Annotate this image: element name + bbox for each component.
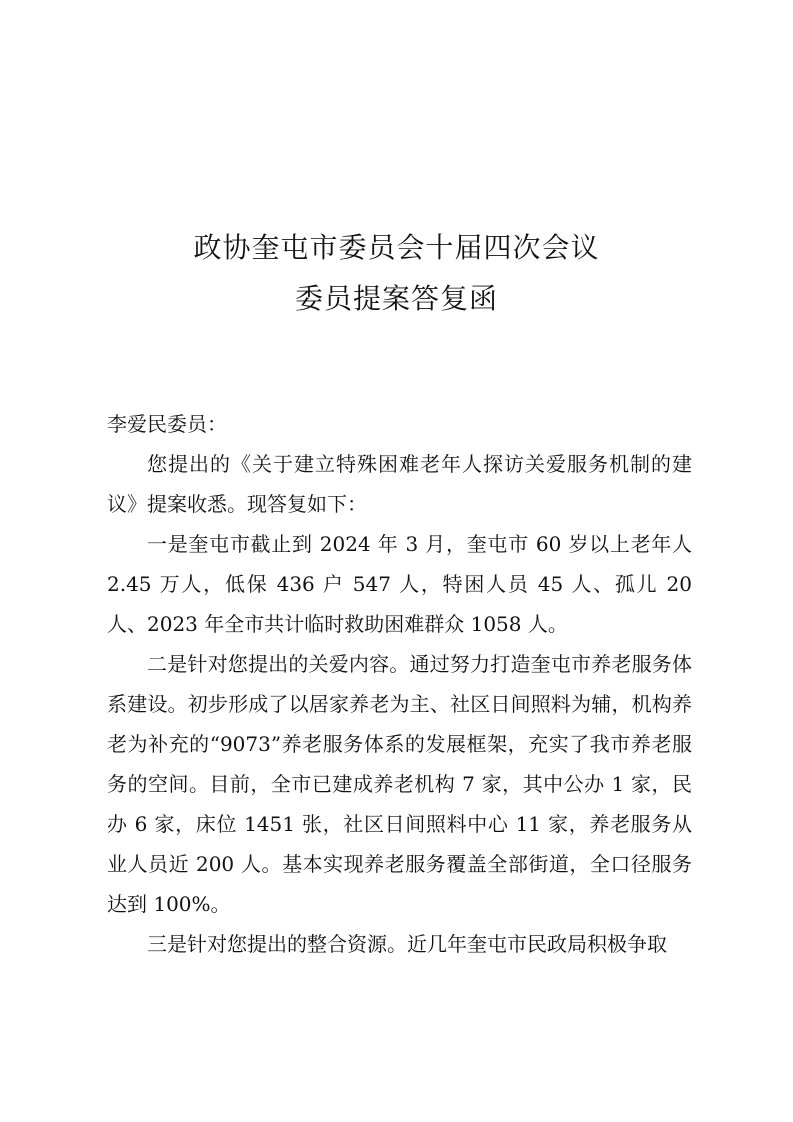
paragraph-3: 二是针对您提出的关爱内容。通过努力打造奎屯市养老服务体系建设。初步形成了以居家养老为主、社区日间照料为辅，机构养老为补充的“9073”养老服务体系的发展框架，充实了我市养老服务的空间。目前，全市已建成养老机构 7 家，其中公办 1 家，民办 6 家，床位 1451 张，社区日间照料中心 11 家，养老服务从业人员近 200 人。基本实现养老服务覆盖全部街道，全口径服务达到 100%。 <box>107 652 692 916</box>
paragraph-1: 您提出的《关于建立特殊困难老年人探访关爱服务机制的建议》提案收悉。现答复如下： <box>107 452 692 516</box>
salutation: 李爱民委员： <box>107 412 227 436</box>
paragraph-4: 三是针对您提出的整合资源。近几年奎屯市民政局积极争取 <box>147 932 667 956</box>
document-body <box>107 404 692 964</box>
document-title-line-2: 委员提案答复函 <box>294 282 498 315</box>
paragraph-2: 一是奎屯市截止到 2024 年 3 月，奎屯市 60 岁以上老年人 2.45 万人，低保 436 户 547 人，特困人员 45 人、孤儿 20 人、2023 年全市共计临时救助困难群众 1058 人。 <box>107 532 692 636</box>
document-title-line-1: 政协奎屯市委员会十届四次会议 <box>193 231 600 264</box>
